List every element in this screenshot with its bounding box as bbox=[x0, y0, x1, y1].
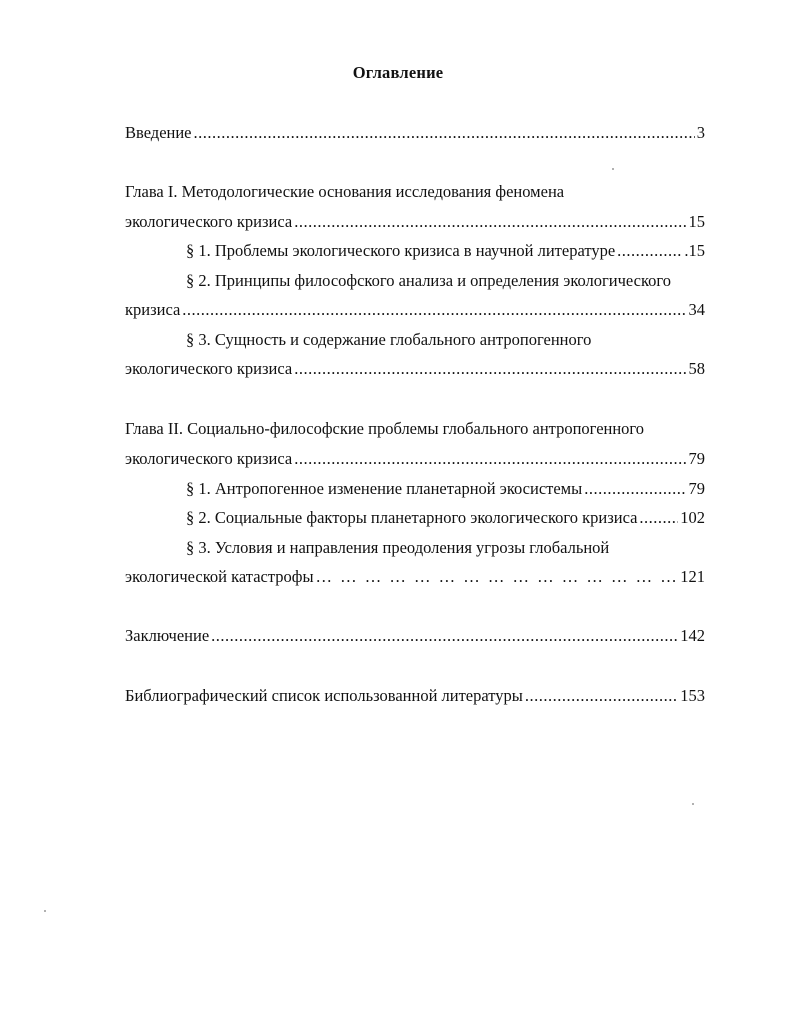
toc-entry-bibliography bbox=[125, 686, 705, 706]
toc-entry-ch1-sec1 bbox=[186, 241, 705, 261]
dot-leader bbox=[639, 508, 678, 528]
toc-chapter2-heading: Глава II. Социально-философские проблемы глобального антропогенного bbox=[125, 419, 645, 438]
toc-page-number: 153 bbox=[680, 686, 705, 705]
toc-entry-ch2-sec1 bbox=[186, 479, 705, 499]
toc-entry-ch2-sec2 bbox=[186, 508, 705, 528]
toc-ch2-sec3-line1: § 3. Условия и направления преодоления угрозы глобальной bbox=[186, 538, 610, 557]
toc-label: Библиографический список использованной литературы bbox=[125, 686, 523, 705]
dot-leader bbox=[182, 300, 686, 320]
toc-label: экологического кризиса bbox=[125, 359, 293, 378]
toc-label: § 1. Антропогенное изменение планетарной экосистемы bbox=[186, 479, 583, 498]
toc-label: экологического кризиса bbox=[125, 212, 293, 231]
dot-leader bbox=[211, 626, 678, 646]
toc-page-number: 3 bbox=[696, 123, 705, 142]
page-title: Оглавление bbox=[352, 63, 444, 82]
toc-entry-chapter2 bbox=[125, 449, 705, 469]
toc-page-number: 142 bbox=[680, 626, 705, 645]
toc-entry-conclusion bbox=[125, 626, 705, 646]
toc-page-number: 102 bbox=[680, 508, 705, 527]
toc-page-number: 15 bbox=[688, 212, 705, 231]
toc-label: § 2. Социальные факторы планетарного экологического кризиса bbox=[186, 508, 638, 527]
toc-entry-intro bbox=[125, 123, 705, 143]
toc-ch1-sec3-line1: § 3. Сущность и содержание глобального антропогенного bbox=[186, 330, 592, 349]
dot-leader bbox=[294, 449, 686, 469]
toc-label: кризиса bbox=[125, 300, 181, 319]
dot-leader bbox=[316, 567, 679, 587]
dot-leader bbox=[525, 686, 678, 706]
dot-leader bbox=[294, 212, 686, 232]
dot-leader bbox=[194, 123, 695, 143]
scan-speck bbox=[692, 803, 694, 805]
toc-ch1-sec2-line1: § 2. Принципы философского анализа и определения экологического bbox=[186, 271, 672, 290]
scan-speck bbox=[44, 910, 46, 912]
toc-entry-chapter1 bbox=[125, 212, 705, 232]
toc-page-number: 58 bbox=[688, 359, 705, 378]
toc-chapter1-heading: Глава I. Методологические основания исследования феномена bbox=[125, 182, 565, 201]
toc-label: Заключение bbox=[125, 626, 210, 645]
toc-label: § 1. Проблемы экологического кризиса в научной литературе bbox=[186, 241, 616, 260]
toc-entry-ch1-sec3 bbox=[125, 359, 705, 379]
toc-label: экологической катастрофы bbox=[125, 567, 314, 586]
dot-leader bbox=[617, 241, 682, 261]
toc-page-number: 34 bbox=[688, 300, 705, 319]
toc-label: экологического кризиса bbox=[125, 449, 293, 468]
toc-page-number: .15 bbox=[684, 241, 705, 260]
toc-page-number: 121 bbox=[680, 567, 705, 586]
dot-leader bbox=[584, 479, 686, 499]
dot-leader bbox=[294, 359, 686, 379]
toc-entry-ch1-sec2 bbox=[125, 300, 705, 320]
toc-entry-ch2-sec3 bbox=[125, 567, 705, 587]
toc-page-number: 79 bbox=[688, 479, 705, 498]
toc-page-number: 79 bbox=[688, 449, 705, 468]
scan-speck bbox=[612, 168, 614, 170]
toc-label: Введение bbox=[125, 123, 192, 142]
